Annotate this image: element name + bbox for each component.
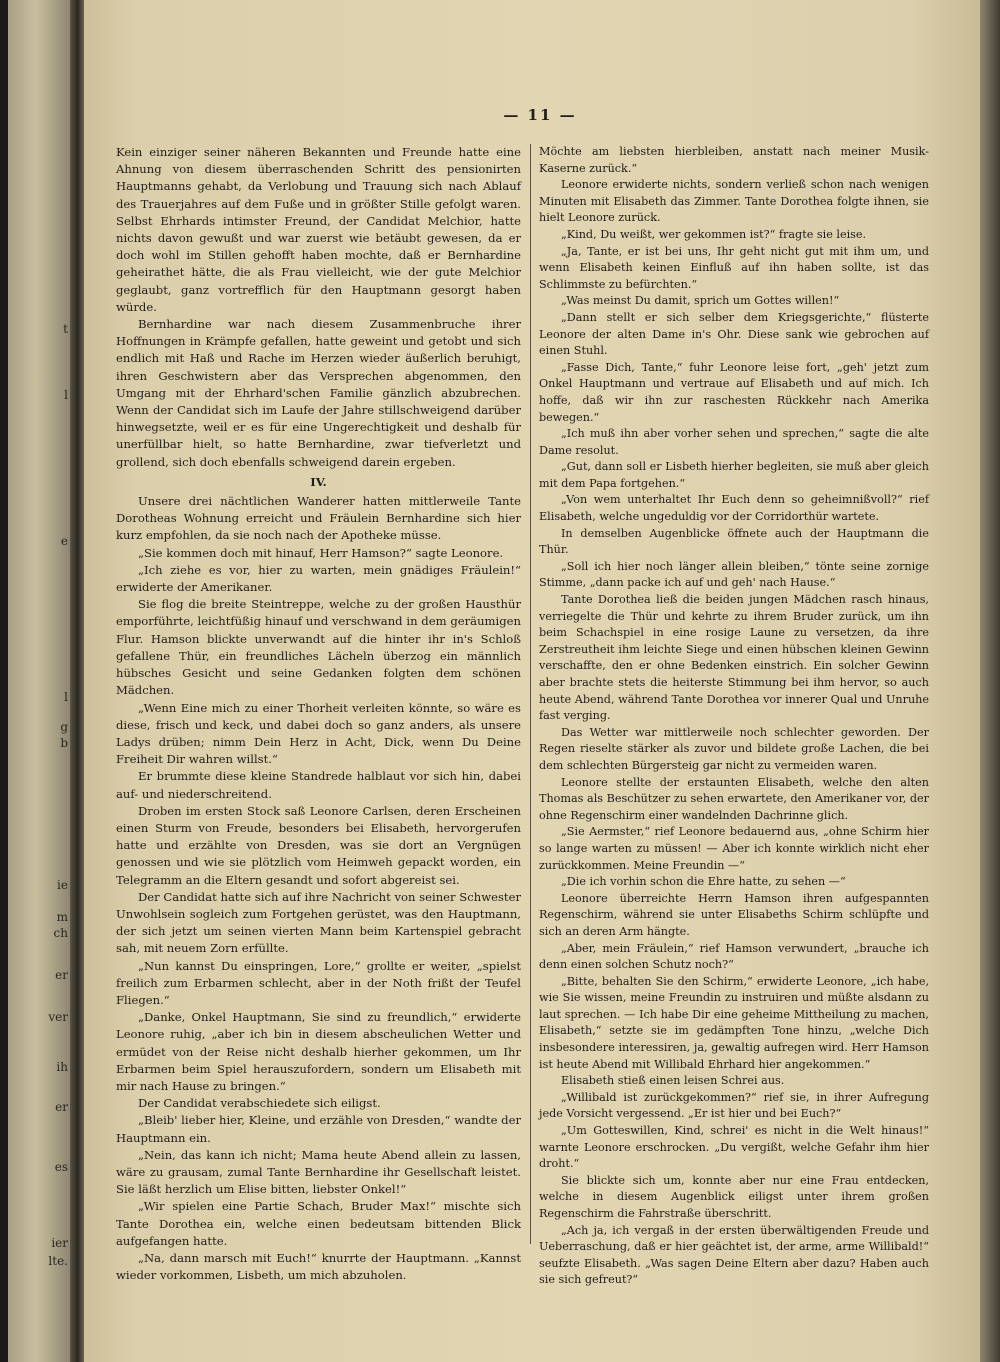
margin-fragment: t <box>63 322 68 336</box>
paragraph: Tante Dorothea ließ die beiden jungen Mädchen rasch hinaus, verriegelte die Thür und kehrte zu ihrem Bruder zurück, um ihn beim Schachspiel in eine rosige Laune zu versetzen, da ihre Zerstreutheit ihm leichte Siege und einen hübschen kleinen Gewinn verschaffte, den er ohne Bedenken einstrich. Ein solcher Gewinn aber brachte stets die heiterste Stimmung bei ihm hervor, so auch heute Abend, während Tante Dorothea vor innerer Qual und Unruhe fast verging. <box>539 593 929 723</box>
paragraph: Das Wetter war mittlerweile noch schlechter geworden. Der Regen rieselte stärker als zuvor und bildete große Lachen, die bei dem schlechten Bürgersteig gar nicht zu vermeiden waren. <box>539 725 929 772</box>
chapter-heading: IV. <box>310 474 327 489</box>
book-page <box>84 0 980 1362</box>
column-divider <box>530 144 531 1244</box>
margin-fragment: lte. <box>48 1254 68 1268</box>
paragraph: „Dann stellt er sich selber dem Kriegsgerichte,“ flüsterte Leonore der alten Dame in's Ohr. Diese sank wie gebrochen auf einen Stuhl. <box>539 310 929 358</box>
paragraph: „Wenn Eine mich zu einer Thorheit verleiten könnte, so wäre es diese, frisch und keck, und dabei doch so ganz anders, als unsere Ladys drüben; nimm Dein Herz in Acht, Dick, wenn Du Deine Freiheit Dir wahren willst.“ <box>116 700 521 767</box>
margin-fragment: g <box>60 720 68 734</box>
paragraph: „Um Gotteswillen, Kind, schrei' es nicht in die Welt hinaus!“ warnte Leonore erschrocken. „Du vergißt, welche Gefahr ihm hier droht.“ <box>539 1124 929 1171</box>
paragraph: „Danke, Onkel Hauptmann, Sie sind zu freundlich,“ erwiderte Leonore ruhig, „aber ich bin in diesem abscheulichen Wetter und ermüdet von der Reise nicht deshalb hierher gekommen, um Ihr Erbarmen beim Spiel herauszufordern, sondern um Elisabeth mit mir nach Hause zu bringen.“ <box>116 1010 521 1093</box>
margin-fragment: es <box>54 1160 68 1174</box>
paragraph: „Na, dann marsch mit Euch!“ knurrte der Hauptmann. „Kannst wieder vorkommen, Lisbeth, um mich abzuholen. <box>116 1251 521 1283</box>
margin-fragment: m <box>56 910 68 924</box>
paragraph: „Ich ziehe es vor, hier zu warten, mein gnädiges Fräulein!“ erwiderte der Amerikaner. <box>116 562 521 595</box>
paragraph: Leonore stellte der erstaunten Elisabeth, welche den alten Thomas als Beschützer zu sehen erwartete, den Amerikaner vor, der ohne Regenschirm einer wandelnden Dachrinne glich. <box>539 775 929 822</box>
margin-fragment: er <box>55 968 68 982</box>
paragraph: Elisabeth stieß einen leisen Schrei aus. <box>561 1074 785 1088</box>
paragraph: „Die ich vorhin schon die Ehre hatte, zu sehen —“ <box>561 875 846 889</box>
margin-fragment: ch <box>53 926 68 940</box>
margin-fragment: ver <box>48 1010 68 1024</box>
paragraph: „Von wem unterhaltet Ihr Euch denn so geheimnißvoll?“ rief Elisabeth, welche ungeduldig vor der Corridorthür wartete. <box>539 493 929 524</box>
paragraph: Der Candidat verabschiedete sich eiligst. <box>138 1096 381 1111</box>
paragraph: Kein einziger seiner näheren Bekannten und Freunde hatte eine Ahnung von diesem überraschenden Schritt des pensionirten Hauptmanns gehabt, da Verlobung und Trauung sich nach Ablauf des Trauerjahres auf dem Fuße und in größter Stille gefolgt waren. Selbst Ehrhards intimster Freund, der Candidat Melchior, hatte nichts davon gewußt und war zuerst wie betäubt gewesen, da er doch wohl im Stillen gehofft haben mochte, daß er Bernhardine geheirathet hätte, die als Frau vielleicht, wie der gute Melchior geglaubt, ganz vortrefflich für den Hauptmann gesorgt haben würde. <box>116 145 521 314</box>
page-number: — 11 — <box>503 106 577 124</box>
paragraph: „Soll ich hier noch länger allein bleiben,“ tönte seine zornige Stimme, „dann packe ich auf und geh' nach Hause.“ <box>539 559 929 590</box>
paragraph: „Nun kannst Du einspringen, Lore,“ grollte er weiter, „spielst freilich zum Erbarmen schlecht, aber in der Noth frißt der Teufel Fliegen.“ <box>116 958 521 1007</box>
paragraph: Möchte am liebsten hierbleiben, anstatt nach meiner Musik-Kaserne zurück.“ <box>539 145 929 175</box>
margin-fragment: ih <box>56 1060 68 1074</box>
paragraph: Leonore erwiderte nichts, sondern verließ schon nach wenigen Minuten mit Elisabeth das Zimmer. Tante Dorothea folgte ihnen, sie hielt Leonore zurück. <box>539 178 929 225</box>
margin-fragment: b <box>60 736 68 750</box>
right-column <box>539 144 929 1289</box>
margin-fragment: l <box>64 388 68 402</box>
paragraph: „Bleib' lieber hier, Kleine, und erzähle von Dresden,“ wandte der Hauptmann ein. <box>116 1113 521 1145</box>
paragraph: „Ja, Tante, er ist bei uns, Ihr geht nicht gut mit ihm um, und wenn Elisabeth keinen Einfluß auf ihn haben sollte, ist das Schlimmste zu befürchten.“ <box>539 244 929 291</box>
paragraph: „Was meinst Du damit, sprich um Gottes willen!“ <box>561 294 840 308</box>
paragraph: „Ach ja, ich vergaß in der ersten überwältigenden Freude und Ueberraschung, daß er hier geächtet ist, der arme, arme Willibald!“ seufzte Elisabeth. „Was sagen Deine Eltern aber dazu? Haben auch sie sich gefreut?“ <box>539 1223 929 1287</box>
paragraph: Droben im ersten Stock saß Leonore Carlsen, deren Erscheinen einen Sturm von Freude, besonders bei Elisabeth, hervorgerufen hatte und erzählte von Dresden, was sie dort an Vergnügen genossen und wie sie plötzlich vom Heimweh gepackt worden, ein Telegramm an die Eltern gesandt und sofort abgereist sei. <box>116 803 521 887</box>
paragraph: „Willibald ist zurückgekommen?“ rief sie, in ihrer Aufregung jede Vorsicht vergessend. „Er ist hier und bei Euch?“ <box>539 1090 929 1121</box>
paragraph: Leonore überreichte Herrn Hamson ihren aufgespannten Regenschirm, während sie unter Elisabeths Schirm schlüpfte und sich an deren Arm hängte. <box>539 891 929 938</box>
paragraph: „Ich muß ihn aber vorher sehen und sprechen,“ sagte die alte Dame resolut. <box>539 427 929 457</box>
paragraph: Unsere drei nächtlichen Wanderer hatten mittlerweile Tante Dorotheas Wohnung erreicht und Fräulein Bernhardine sich hier kurz empfohlen, da sie noch nach der Apotheke müsse. <box>116 494 521 543</box>
page-edge-shadow <box>980 0 1000 1362</box>
margin-fragment: l <box>64 690 68 704</box>
paragraph: Sie blickte sich um, konnte aber nur eine Frau entdecken, welche in diesem Augenblick eiligst unter ihrem großen Regenschirm die Fahrstraße überschritt. <box>539 1173 929 1220</box>
paragraph: Der Candidat hatte sich auf ihre Nachricht von seiner Schwester Unwohlsein sogleich zum Fortgehen gerüstet, was den Hauptmann, der sich jetzt um seinen vierten Mann beim Kartenspiel gebracht sah, mit neuem Zorn erfüllte. <box>116 889 521 956</box>
paragraph: „Kind, Du weißt, wer gekommen ist?“ fragte sie leise. <box>561 227 867 241</box>
page-gutter <box>70 0 84 1362</box>
paragraph: „Sie kommen doch mit hinauf, Herr Hamson?“ sagte Leonore. <box>138 545 504 560</box>
paragraph: „Aber, mein Fräulein,“ rief Hamson verwundert, „brauche ich denn einen solchen Schutz noch?“ <box>539 941 929 972</box>
margin-fragment: e <box>60 534 68 548</box>
left-column <box>116 144 521 1284</box>
paragraph: Bernhardine war nach diesem Zusammenbruche ihrer Hoffnungen in Krämpfe gefallen, hatte geweint und getobt und sich endlich mit Haß und Rache im Herzen wieder äußerlich beruhigt, ihren Geschwistern aber das Versprechen abgenommen, den Umgang mit der Ehrhard'schen Familie gänzlich abzubrechen. Wenn der Candidat sich im Laufe der Jahre stillschweigend darüber hinwegsetzte, weil er es für eine Ungerechtigkeit und deshalb für unerfüllbar hielt, so hatte Bernhardine, zwar tiefverletzt und grollend, sich doch ebenfalls schweigend darein ergeben. <box>116 317 521 469</box>
paragraph: Er brummte diese kleine Standrede halblaut vor sich hin, dabei auf- und niederschreitend. <box>116 769 521 801</box>
paragraph: „Gut, dann soll er Lisbeth hierher begleiten, sie muß aber gleich mit dem Papa fortgehen.“ <box>539 460 929 490</box>
book-binding <box>0 0 8 1362</box>
paragraph: Sie flog die breite Steintreppe, welche zu der großen Hausthür emporführte, leichtfüßig hinauf und verschwand in dem geräumigen Flur. Hamson blickte unverwandt auf die hinter ihr in's Schloß gefallene Thür, ein freundliches Lächeln überzog ein männlich hübsches Gesicht und seine Gedanken folgten dem schönen Mädchen. <box>116 597 521 698</box>
paragraph: „Sie Aermster,“ rief Leonore bedauernd aus, „ohne Schirm hier so lange warten zu müssen! — Aber ich konnte wirklich nicht eher zurückkommen. Meine Freundin —“ <box>539 825 929 872</box>
margin-fragment: ie <box>57 878 68 892</box>
paragraph: In demselben Augenblicke öffnete auch der Hauptmann die Thür. <box>539 526 929 557</box>
left-page-fragment <box>8 0 70 1362</box>
paragraph: „Wir spielen eine Partie Schach, Bruder Max!“ mischte sich Tante Dorothea ein, welche einen bedeutsam bittenden Blick aufgefangen hatte. <box>116 1199 521 1248</box>
paragraph: „Nein, das kann ich nicht; Mama heute Abend allein zu lassen, wäre zu grausam, zumal Tante Bernhardine ihr Gesellschaft leistet. Sie läßt herzlich um Elise bitten, liebster Onkel!“ <box>116 1147 521 1197</box>
paragraph: „Bitte, behalten Sie den Schirm,“ erwiderte Leonore, „ich habe, wie Sie wissen, meine Freundin zu instruiren und müßte alsdann zu laut sprechen. — Ich habe Dir eine geheime Mittheilung zu machen, Elisabeth,“ setzte sie im gedämpften Tone hinzu, „welche Dich insbesondere interessiren, ja, gewaltig aufregen wird. Herr Hamson ist heute Abend mit Willibald Ehrhard hier angekommen.“ <box>539 974 929 1071</box>
margin-fragment: ier <box>51 1236 68 1250</box>
paragraph: „Fasse Dich, Tante,“ fuhr Leonore leise fort, „geh' jetzt zum Onkel Hauptmann und vertraue auf Elisabeth und auf mich. Ich hoffe, daß wir ihn zur raschesten Rückkehr nach Amerika bewegen.“ <box>539 360 929 424</box>
margin-fragment: er <box>55 1100 68 1114</box>
